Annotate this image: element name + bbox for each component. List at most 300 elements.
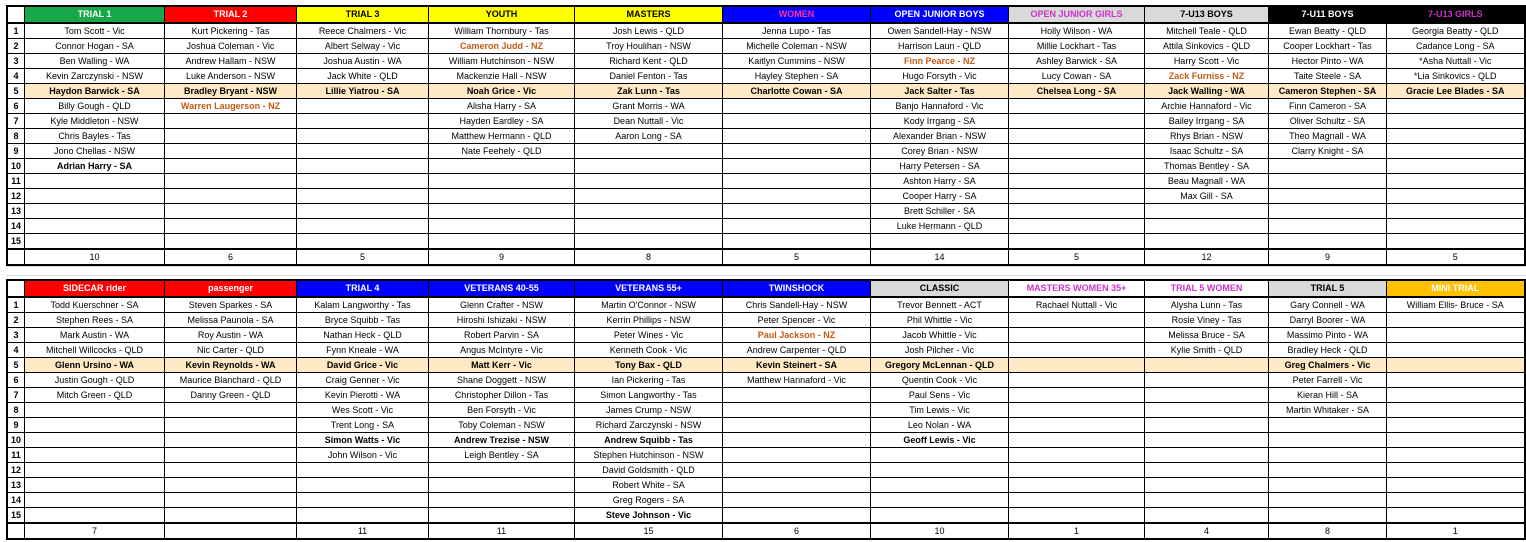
rider-cell[interactable]: Beau Magnall - WA	[1145, 174, 1269, 189]
rider-cell[interactable]: Mitchell Willcocks - QLD	[25, 343, 165, 358]
rider-cell[interactable]: Hiroshi Ishizaki - NSW	[429, 313, 575, 328]
rider-cell[interactable]: Rhys Brian - NSW	[1145, 129, 1269, 144]
rider-cell[interactable]: Steve Johnson - Vic	[575, 508, 723, 524]
rider-cell[interactable]	[871, 234, 1009, 250]
rider-cell[interactable]: Robert White - SA	[575, 478, 723, 493]
rider-cell[interactable]	[1145, 433, 1269, 448]
rider-cell[interactable]: Owen Sandell-Hay - NSW	[871, 23, 1009, 39]
rider-cell[interactable]	[297, 204, 429, 219]
rider-cell[interactable]: Cooper Harry - SA	[871, 189, 1009, 204]
rider-cell[interactable]	[1009, 99, 1145, 114]
rider-cell[interactable]	[1145, 373, 1269, 388]
rider-cell[interactable]	[1387, 508, 1525, 524]
rider-cell[interactable]	[297, 463, 429, 478]
rider-cell[interactable]: Jono Chellas - NSW	[25, 144, 165, 159]
rider-cell[interactable]	[25, 219, 165, 234]
rider-cell[interactable]	[165, 493, 297, 508]
category-header[interactable]: 7-U11 BOYS	[1269, 6, 1387, 23]
rider-cell[interactable]: Kevin Reynolds - WA	[165, 358, 297, 373]
rider-cell[interactable]: Mark Austin - WA	[25, 328, 165, 343]
rider-cell[interactable]	[165, 159, 297, 174]
rider-cell[interactable]: Maurice Blanchard - QLD	[165, 373, 297, 388]
category-header[interactable]: 7-U13 BOYS	[1145, 6, 1269, 23]
rider-cell[interactable]: Martin O'Connor - NSW	[575, 297, 723, 313]
rider-cell[interactable]	[1145, 234, 1269, 250]
rider-cell[interactable]	[25, 174, 165, 189]
category-header[interactable]: TRIAL 5 WOMEN	[1145, 280, 1269, 297]
rider-cell[interactable]	[1387, 388, 1525, 403]
rider-cell[interactable]: Gracie Lee Blades - SA	[1387, 84, 1525, 99]
rider-cell[interactable]: Martin Whitaker - SA	[1269, 403, 1387, 418]
rider-cell[interactable]	[1145, 508, 1269, 524]
rider-cell[interactable]: Mitch Green - QLD	[25, 388, 165, 403]
rider-cell[interactable]	[25, 448, 165, 463]
rider-cell[interactable]: Josh Lewis - QLD	[575, 23, 723, 39]
rider-cell[interactable]	[25, 478, 165, 493]
rider-cell[interactable]	[297, 159, 429, 174]
rider-cell[interactable]	[1387, 373, 1525, 388]
rider-cell[interactable]: *Asha Nuttall - Vic	[1387, 54, 1525, 69]
rider-cell[interactable]: Dean Nuttall - Vic	[575, 114, 723, 129]
rider-cell[interactable]: William Thornbury - Tas	[429, 23, 575, 39]
rider-cell[interactable]	[1145, 463, 1269, 478]
rider-cell[interactable]	[1387, 204, 1525, 219]
rider-cell[interactable]: Stephen Rees - SA	[25, 313, 165, 328]
rider-cell[interactable]: Trent Long - SA	[297, 418, 429, 433]
rider-cell[interactable]	[723, 219, 871, 234]
rider-cell[interactable]	[429, 189, 575, 204]
rider-cell[interactable]	[165, 433, 297, 448]
rider-cell[interactable]	[165, 219, 297, 234]
rider-cell[interactable]	[1009, 388, 1145, 403]
rider-cell[interactable]: Harry Scott - Vic	[1145, 54, 1269, 69]
rider-cell[interactable]: Matthew Hannaford - Vic	[723, 373, 871, 388]
category-header[interactable]: TRIAL 4	[297, 280, 429, 297]
rider-cell[interactable]	[1269, 478, 1387, 493]
category-header[interactable]: TRIAL 1	[25, 6, 165, 23]
category-header[interactable]: VETERANS 40-55	[429, 280, 575, 297]
rider-cell[interactable]	[1269, 204, 1387, 219]
rider-cell[interactable]: Charlotte Cowan - SA	[723, 84, 871, 99]
rider-cell[interactable]: William Ellis- Bruce - SA	[1387, 297, 1525, 313]
rider-cell[interactable]	[297, 234, 429, 250]
rider-cell[interactable]	[1387, 174, 1525, 189]
rider-cell[interactable]: Cadance Long - SA	[1387, 39, 1525, 54]
rider-cell[interactable]: Isaac Schultz - SA	[1145, 144, 1269, 159]
category-header[interactable]: CLASSIC	[871, 280, 1009, 297]
rider-cell[interactable]: Michelle Coleman - NSW	[723, 39, 871, 54]
rider-cell[interactable]	[25, 418, 165, 433]
rider-cell[interactable]	[723, 159, 871, 174]
rider-cell[interactable]: Paul Jackson - NZ	[723, 328, 871, 343]
rider-cell[interactable]	[723, 234, 871, 250]
rider-cell[interactable]: Angus McIntyre - Vic	[429, 343, 575, 358]
category-header[interactable]: TRIAL 2	[165, 6, 297, 23]
rider-cell[interactable]: Harry Petersen - SA	[871, 159, 1009, 174]
rider-cell[interactable]	[1387, 478, 1525, 493]
rider-cell[interactable]: Alysha Lunn - Tas	[1145, 297, 1269, 313]
rider-cell[interactable]	[1269, 493, 1387, 508]
rider-cell[interactable]	[1387, 448, 1525, 463]
rider-cell[interactable]	[1145, 388, 1269, 403]
rider-cell[interactable]	[1009, 313, 1145, 328]
rider-cell[interactable]	[1145, 403, 1269, 418]
rider-cell[interactable]: Steven Sparkes - SA	[165, 297, 297, 313]
rider-cell[interactable]: Kerrin Phillips - NSW	[575, 313, 723, 328]
rider-cell[interactable]: Andrew Carpenter - QLD	[723, 343, 871, 358]
rider-cell[interactable]: Reece Chalmers - Vic	[297, 23, 429, 39]
rider-cell[interactable]: Kevin Zarczynski - NSW	[25, 69, 165, 84]
rider-cell[interactable]: William Hutchinson - NSW	[429, 54, 575, 69]
rider-cell[interactable]: Hayley Stephen - SA	[723, 69, 871, 84]
rider-cell[interactable]	[723, 508, 871, 524]
rider-cell[interactable]	[575, 159, 723, 174]
rider-cell[interactable]: Peter Farrell - Vic	[1269, 373, 1387, 388]
category-header[interactable]: MINI TRIAL	[1387, 280, 1525, 297]
rider-cell[interactable]: Ewan Beatty - QLD	[1269, 23, 1387, 39]
rider-cell[interactable]: Bryce Squibb - Tas	[297, 313, 429, 328]
rider-cell[interactable]	[1387, 159, 1525, 174]
rider-cell[interactable]: Jacob Whittle - Vic	[871, 328, 1009, 343]
rider-cell[interactable]: Wes Scott - Vic	[297, 403, 429, 418]
category-header[interactable]: TRIAL 5	[1269, 280, 1387, 297]
rider-cell[interactable]: Hector Pinto - WA	[1269, 54, 1387, 69]
rider-cell[interactable]	[871, 508, 1009, 524]
rider-cell[interactable]	[165, 478, 297, 493]
rider-cell[interactable]: Hayden Eardley - SA	[429, 114, 575, 129]
rider-cell[interactable]	[25, 433, 165, 448]
rider-cell[interactable]	[1269, 234, 1387, 250]
rider-cell[interactable]	[1387, 493, 1525, 508]
rider-cell[interactable]	[1009, 358, 1145, 373]
rider-cell[interactable]	[165, 129, 297, 144]
rider-cell[interactable]: Oliver Schultz - SA	[1269, 114, 1387, 129]
rider-cell[interactable]	[297, 478, 429, 493]
rider-cell[interactable]	[1269, 433, 1387, 448]
rider-cell[interactable]	[723, 448, 871, 463]
rider-cell[interactable]	[723, 463, 871, 478]
rider-cell[interactable]: Banjo Hannaford - Vic	[871, 99, 1009, 114]
rider-cell[interactable]	[429, 219, 575, 234]
rider-cell[interactable]	[25, 204, 165, 219]
rider-cell[interactable]: Greg Chalmers - Vic	[1269, 358, 1387, 373]
rider-cell[interactable]	[871, 478, 1009, 493]
rider-cell[interactable]	[1387, 219, 1525, 234]
rider-cell[interactable]: Kurt Pickering - Tas	[165, 23, 297, 39]
rider-cell[interactable]	[1387, 328, 1525, 343]
rider-cell[interactable]: Mackenzie Hall - NSW	[429, 69, 575, 84]
rider-cell[interactable]: Matt Kerr - Vic	[429, 358, 575, 373]
rider-cell[interactable]	[1387, 343, 1525, 358]
rider-cell[interactable]: David Goldsmith - QLD	[575, 463, 723, 478]
rider-cell[interactable]: Peter Wines - Vic	[575, 328, 723, 343]
rider-cell[interactable]: Grant Morris - WA	[575, 99, 723, 114]
rider-cell[interactable]: Kalam Langworthy - Tas	[297, 297, 429, 313]
rider-cell[interactable]: Tim Lewis - Vic	[871, 403, 1009, 418]
rider-cell[interactable]	[723, 114, 871, 129]
rider-cell[interactable]: Albert Selway - Vic	[297, 39, 429, 54]
rider-cell[interactable]: Hugo Forsyth - Vic	[871, 69, 1009, 84]
rider-cell[interactable]: Thomas Bentley - SA	[1145, 159, 1269, 174]
rider-cell[interactable]: Holly Wilson - WA	[1009, 23, 1145, 39]
rider-cell[interactable]	[723, 403, 871, 418]
rider-cell[interactable]: Massimo Pinto - WA	[1269, 328, 1387, 343]
rider-cell[interactable]	[1009, 189, 1145, 204]
rider-cell[interactable]: Robert Parvin - SA	[429, 328, 575, 343]
rider-cell[interactable]: Georgia Beatty - QLD	[1387, 23, 1525, 39]
rider-cell[interactable]	[429, 234, 575, 250]
rider-cell[interactable]: Ben Forsyth - Vic	[429, 403, 575, 418]
rider-cell[interactable]: Corey Brian - NSW	[871, 144, 1009, 159]
rider-cell[interactable]: Rachael Nuttall - Vic	[1009, 297, 1145, 313]
rider-cell[interactable]: Kevin Steinert - SA	[723, 358, 871, 373]
rider-cell[interactable]: Zak Lunn - Tas	[575, 84, 723, 99]
rider-cell[interactable]	[297, 508, 429, 524]
rider-cell[interactable]: Darryl Boorer - WA	[1269, 313, 1387, 328]
rider-cell[interactable]	[1387, 144, 1525, 159]
rider-cell[interactable]	[723, 418, 871, 433]
rider-cell[interactable]	[1145, 418, 1269, 433]
rider-cell[interactable]	[297, 189, 429, 204]
rider-cell[interactable]: Danny Green - QLD	[165, 388, 297, 403]
rider-cell[interactable]: Troy Houlihan - NSW	[575, 39, 723, 54]
rider-cell[interactable]	[723, 129, 871, 144]
rider-cell[interactable]: Cameron Stephen - SA	[1269, 84, 1387, 99]
rider-cell[interactable]	[165, 144, 297, 159]
rider-cell[interactable]	[1387, 114, 1525, 129]
rider-cell[interactable]	[1009, 403, 1145, 418]
rider-cell[interactable]: Lucy Cowan - SA	[1009, 69, 1145, 84]
rider-cell[interactable]	[1145, 358, 1269, 373]
rider-cell[interactable]: Glenn Ursino - WA	[25, 358, 165, 373]
rider-cell[interactable]: Stephen Hutchinson - NSW	[575, 448, 723, 463]
rider-cell[interactable]	[1269, 418, 1387, 433]
rider-cell[interactable]: Adrian Harry - SA	[25, 159, 165, 174]
rider-cell[interactable]: Leigh Bentley - SA	[429, 448, 575, 463]
rider-cell[interactable]	[165, 174, 297, 189]
rider-cell[interactable]: Noah Grice - Vic	[429, 84, 575, 99]
rider-cell[interactable]	[1009, 478, 1145, 493]
rider-cell[interactable]: James Crump - NSW	[575, 403, 723, 418]
rider-cell[interactable]	[1009, 433, 1145, 448]
rider-cell[interactable]	[429, 463, 575, 478]
rider-cell[interactable]: Nate Feehely - QLD	[429, 144, 575, 159]
rider-cell[interactable]	[297, 144, 429, 159]
rider-cell[interactable]	[1145, 493, 1269, 508]
rider-cell[interactable]: Fynn Kneale - WA	[297, 343, 429, 358]
rider-cell[interactable]: Josh Pilcher - Vic	[871, 343, 1009, 358]
rider-cell[interactable]	[575, 219, 723, 234]
rider-cell[interactable]	[1145, 448, 1269, 463]
rider-cell[interactable]	[723, 388, 871, 403]
rider-cell[interactable]	[1387, 358, 1525, 373]
category-header[interactable]: VETERANS 55+	[575, 280, 723, 297]
rider-cell[interactable]	[1269, 463, 1387, 478]
rider-cell[interactable]	[871, 493, 1009, 508]
rider-cell[interactable]	[429, 204, 575, 219]
rider-cell[interactable]: Geoff Lewis - Vic	[871, 433, 1009, 448]
rider-cell[interactable]	[1009, 343, 1145, 358]
rider-cell[interactable]	[1387, 129, 1525, 144]
rider-cell[interactable]: Connor Hogan - SA	[25, 39, 165, 54]
rider-cell[interactable]	[165, 418, 297, 433]
rider-cell[interactable]	[1269, 159, 1387, 174]
rider-cell[interactable]: Chelsea Long - SA	[1009, 84, 1145, 99]
rider-cell[interactable]	[1269, 508, 1387, 524]
rider-cell[interactable]: Cameron Judd - NZ	[429, 39, 575, 54]
rider-cell[interactable]: Finn Pearce - NZ	[871, 54, 1009, 69]
rider-cell[interactable]: Simon Langworthy - Tas	[575, 388, 723, 403]
rider-cell[interactable]: Kevin Pierotti - WA	[297, 388, 429, 403]
rider-cell[interactable]	[165, 189, 297, 204]
rider-cell[interactable]	[429, 174, 575, 189]
rider-cell[interactable]: Archie Hannaford - Vic	[1145, 99, 1269, 114]
rider-cell[interactable]: Cooper Lockhart - Tas	[1269, 39, 1387, 54]
rider-cell[interactable]	[297, 129, 429, 144]
rider-cell[interactable]: Todd Kuerschner - SA	[25, 297, 165, 313]
rider-cell[interactable]	[1009, 114, 1145, 129]
rider-cell[interactable]	[575, 204, 723, 219]
rider-cell[interactable]	[25, 403, 165, 418]
rider-cell[interactable]: Finn Cameron - SA	[1269, 99, 1387, 114]
rider-cell[interactable]: Warren Laugerson - NZ	[165, 99, 297, 114]
rider-cell[interactable]: Andrew Hallam - NSW	[165, 54, 297, 69]
rider-cell[interactable]: Shane Doggett - NSW	[429, 373, 575, 388]
rider-cell[interactable]	[1269, 174, 1387, 189]
rider-cell[interactable]	[297, 174, 429, 189]
rider-cell[interactable]: Andrew Squibb - Tas	[575, 433, 723, 448]
rider-cell[interactable]	[723, 174, 871, 189]
rider-cell[interactable]: Gregory McLennan - QLD	[871, 358, 1009, 373]
rider-cell[interactable]	[429, 493, 575, 508]
rider-cell[interactable]	[575, 144, 723, 159]
rider-cell[interactable]: Christopher Dillon - Tas	[429, 388, 575, 403]
rider-cell[interactable]: Jenna Lupo - Tas	[723, 23, 871, 39]
rider-cell[interactable]: Ashley Barwick - SA	[1009, 54, 1145, 69]
rider-cell[interactable]: Harrison Laun - QLD	[871, 39, 1009, 54]
rider-cell[interactable]	[1009, 174, 1145, 189]
rider-cell[interactable]	[723, 433, 871, 448]
rider-cell[interactable]	[871, 448, 1009, 463]
rider-cell[interactable]: Glenn Crafter - NSW	[429, 297, 575, 313]
rider-cell[interactable]: Attila Sinkovics - QLD	[1145, 39, 1269, 54]
rider-cell[interactable]	[165, 204, 297, 219]
rider-cell[interactable]: Bradley Heck - QLD	[1269, 343, 1387, 358]
rider-cell[interactable]: Craig Genner - Vic	[297, 373, 429, 388]
rider-cell[interactable]	[1009, 508, 1145, 524]
rider-cell[interactable]: Tom Scott - Vic	[25, 23, 165, 39]
rider-cell[interactable]	[25, 463, 165, 478]
rider-cell[interactable]	[1009, 204, 1145, 219]
rider-cell[interactable]: Zack Furniss - NZ	[1145, 69, 1269, 84]
rider-cell[interactable]	[165, 403, 297, 418]
rider-cell[interactable]: Kenneth Cook - Vic	[575, 343, 723, 358]
category-header[interactable]: 7-U13 GIRLS	[1387, 6, 1525, 23]
rider-cell[interactable]: Kaitlyn Cummins - NSW	[723, 54, 871, 69]
rider-cell[interactable]	[871, 463, 1009, 478]
category-header[interactable]: passenger	[165, 280, 297, 297]
rider-cell[interactable]	[723, 478, 871, 493]
rider-cell[interactable]: Melissa Bruce - SA	[1145, 328, 1269, 343]
category-header[interactable]: OPEN JUNIOR BOYS	[871, 6, 1009, 23]
rider-cell[interactable]	[1387, 463, 1525, 478]
rider-cell[interactable]: John Wilson - Vic	[297, 448, 429, 463]
rider-cell[interactable]: Paul Sens - Vic	[871, 388, 1009, 403]
category-header[interactable]: YOUTH	[429, 6, 575, 23]
rider-cell[interactable]: Joshua Austin - WA	[297, 54, 429, 69]
rider-cell[interactable]	[723, 204, 871, 219]
category-header[interactable]: TWINSHOCK	[723, 280, 871, 297]
rider-cell[interactable]: *Lia Sinkovics - QLD	[1387, 69, 1525, 84]
rider-cell[interactable]	[25, 508, 165, 524]
category-header[interactable]: SIDECAR rider	[25, 280, 165, 297]
rider-cell[interactable]: Billy Gough - QLD	[25, 99, 165, 114]
rider-cell[interactable]: Luke Hermann - QLD	[871, 219, 1009, 234]
rider-cell[interactable]	[25, 189, 165, 204]
rider-cell[interactable]: Melissa Paunola - SA	[165, 313, 297, 328]
rider-cell[interactable]: Trevor Bennett - ACT	[871, 297, 1009, 313]
rider-cell[interactable]	[1145, 219, 1269, 234]
rider-cell[interactable]	[1387, 99, 1525, 114]
rider-cell[interactable]: Alisha Harry - SA	[429, 99, 575, 114]
rider-cell[interactable]: Bailey Irrgang - SA	[1145, 114, 1269, 129]
rider-cell[interactable]	[1009, 328, 1145, 343]
rider-cell[interactable]	[297, 219, 429, 234]
rider-cell[interactable]	[165, 234, 297, 250]
rider-cell[interactable]	[1145, 204, 1269, 219]
rider-cell[interactable]: Bradley Bryant - NSW	[165, 84, 297, 99]
rider-cell[interactable]: Daniel Fenton - Tas	[575, 69, 723, 84]
rider-cell[interactable]	[1009, 144, 1145, 159]
rider-cell[interactable]: Quentin Cook - Vic	[871, 373, 1009, 388]
rider-cell[interactable]	[1387, 403, 1525, 418]
rider-cell[interactable]	[429, 478, 575, 493]
rider-cell[interactable]	[429, 159, 575, 174]
rider-cell[interactable]	[723, 144, 871, 159]
rider-cell[interactable]: Gary Connell - WA	[1269, 297, 1387, 313]
rider-cell[interactable]: Greg Rogers - SA	[575, 493, 723, 508]
rider-cell[interactable]: Ian Pickering - Tas	[575, 373, 723, 388]
rider-cell[interactable]: Haydon Barwick - SA	[25, 84, 165, 99]
rider-cell[interactable]: David Grice - Vic	[297, 358, 429, 373]
rider-cell[interactable]: Simon Watts - Vic	[297, 433, 429, 448]
rider-cell[interactable]	[1387, 234, 1525, 250]
rider-cell[interactable]	[575, 174, 723, 189]
rider-cell[interactable]	[297, 493, 429, 508]
rider-cell[interactable]: Ben Walling - WA	[25, 54, 165, 69]
rider-cell[interactable]	[1009, 418, 1145, 433]
rider-cell[interactable]: Chris Bayles - Tas	[25, 129, 165, 144]
rider-cell[interactable]	[575, 234, 723, 250]
rider-cell[interactable]	[1009, 448, 1145, 463]
rider-cell[interactable]: Roy Austin - WA	[165, 328, 297, 343]
rider-cell[interactable]	[723, 189, 871, 204]
rider-cell[interactable]: Peter Spencer - Vic	[723, 313, 871, 328]
rider-cell[interactable]: Kody Irrgang - SA	[871, 114, 1009, 129]
rider-cell[interactable]	[1269, 189, 1387, 204]
rider-cell[interactable]: Chris Sandell-Hay - NSW	[723, 297, 871, 313]
rider-cell[interactable]	[723, 493, 871, 508]
rider-cell[interactable]: Brett Schiller - SA	[871, 204, 1009, 219]
rider-cell[interactable]: Kieran Hill - SA	[1269, 388, 1387, 403]
rider-cell[interactable]: Jack Walling - WA	[1145, 84, 1269, 99]
rider-cell[interactable]	[1009, 234, 1145, 250]
rider-cell[interactable]: Kyle Middleton - NSW	[25, 114, 165, 129]
rider-cell[interactable]: Kylie Smith - QLD	[1145, 343, 1269, 358]
rider-cell[interactable]	[723, 99, 871, 114]
rider-cell[interactable]	[25, 493, 165, 508]
rider-cell[interactable]: Luke Anderson - NSW	[165, 69, 297, 84]
